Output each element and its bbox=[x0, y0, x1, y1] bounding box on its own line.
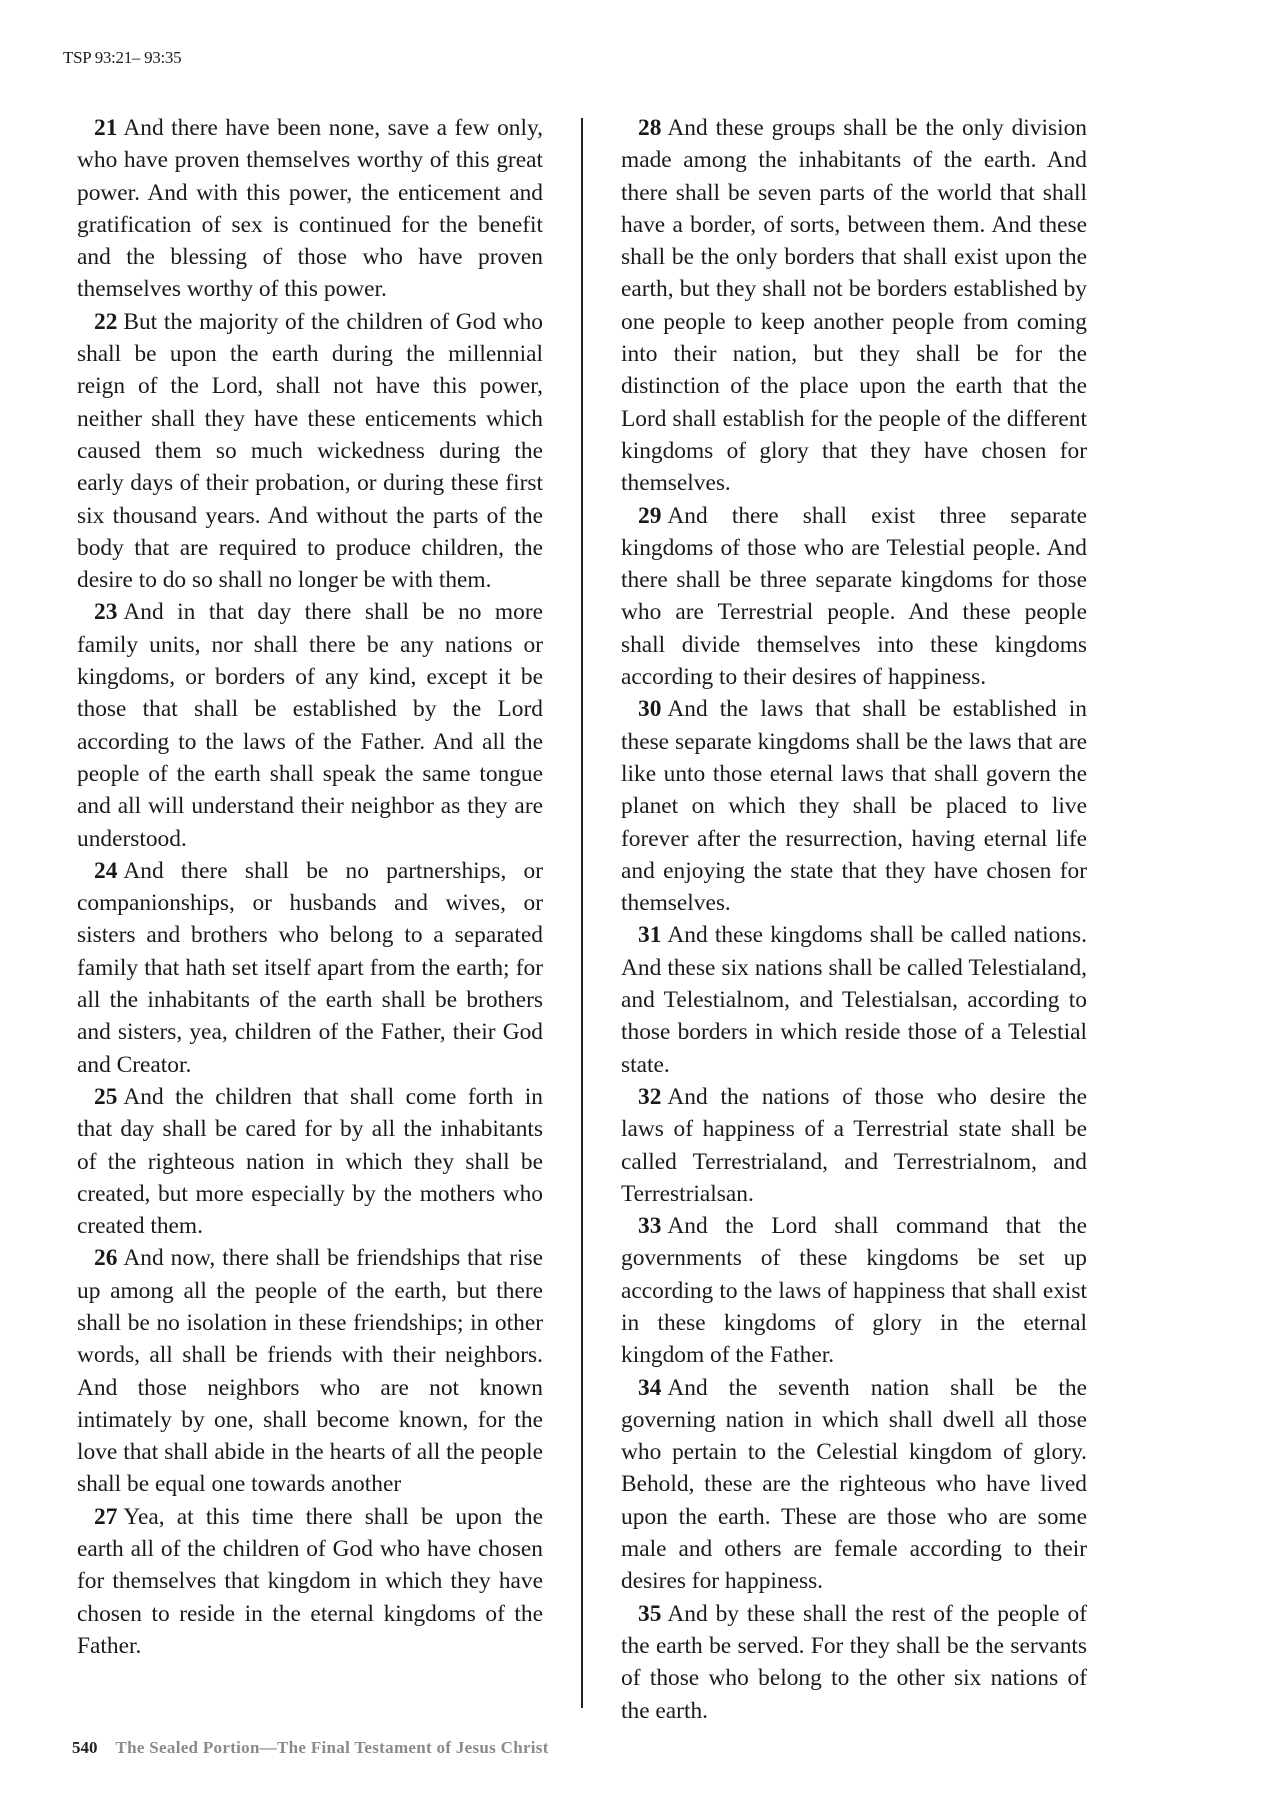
verse-number: 21 bbox=[94, 115, 118, 141]
verse-number: 30 bbox=[638, 696, 662, 723]
verse-number: 22 bbox=[94, 308, 118, 335]
verse-paragraph bbox=[621, 1210, 1087, 1371]
verse-text: And in that day there shall be no more family units, nor shall there be any nations or kingdoms, or borders of any kind, except it be those that shall be established by the Lord according to the laws of the Father. And all the people of the earth shall speak the same tongue and all will understand their neighbor as they are understood. bbox=[77, 599, 543, 852]
left-column bbox=[77, 112, 543, 1662]
verse-text: But the majority of the children of God who shall be upon the earth during the millennial reign of the Lord, shall not have this power, neither shall they have these enticements which caused them so much wickedness during the early days of their probation, or during these first six thousand years. And without the parts of the body that are required to produce children, the desire to do so shall no longer be with them. bbox=[77, 308, 543, 594]
verse-paragraph bbox=[77, 112, 543, 306]
verse-text: And the children that shall come forth in that day shall be cared for by all the inhabitants of the righteous nation in which they shall be created, but more especially by the mothers who created them. bbox=[77, 1083, 543, 1240]
page-footer bbox=[72, 1738, 549, 1758]
running-header: TSP 93:21– 93:35 bbox=[63, 48, 182, 67]
verse-paragraph bbox=[77, 596, 543, 854]
verse-text: And there have been none, save a few only, who have proven themselves worthy of this great power. And with this power, the enticement and gratification of sex is continued for the benefit and the blessing of those who have proven themselves worthy of this power. bbox=[77, 115, 543, 303]
right-column bbox=[621, 112, 1087, 1727]
verse-text: And the laws that shall be established in these separate kingdoms shall be the laws that are like unto those eternal laws that shall govern the planet on which they shall be placed to live forever after the resurrection, having eternal life and enjoying the state that they have chosen for themselves. bbox=[621, 696, 1087, 917]
verse-number: 33 bbox=[638, 1213, 662, 1240]
verse-paragraph bbox=[621, 112, 1087, 500]
verse-text: And the nations of those who desire the laws of happiness of a Terrestrial state shall be called Terrestrialand, and Terrestrialnom, and Terrestrialsan. bbox=[621, 1083, 1087, 1207]
verse-text: And there shall be no partnerships, or companionships, or husbands and wives, or sisters and brothers who belong to a separated family that hath set itself apart from the earth; for all the inhabitants of the earth shall be brothers and sisters, yea, children of the Father, their God and Creator. bbox=[77, 857, 543, 1078]
verse-paragraph bbox=[77, 1501, 543, 1662]
verse-number: 29 bbox=[638, 502, 662, 529]
verse-number: 27 bbox=[94, 1503, 118, 1530]
verse-number: 23 bbox=[94, 599, 118, 626]
verse-paragraph bbox=[621, 693, 1087, 919]
verse-number: 35 bbox=[638, 1600, 662, 1627]
verse-number: 31 bbox=[638, 922, 662, 949]
verse-number: 32 bbox=[638, 1083, 662, 1110]
verse-text: Yea, at this time there shall be upon the earth all of the children of God who have chosen for themselves that kingdom in which they have chosen to reside in the eternal kingdoms of the Father. bbox=[77, 1503, 543, 1659]
verse-paragraph bbox=[77, 855, 543, 1081]
verse-number: 24 bbox=[94, 857, 118, 884]
verse-paragraph bbox=[621, 1598, 1087, 1727]
verse-text: And these kingdoms shall be called nations. And these six nations shall be called Telestialand, and Telestialnom, and Telestialsan, according to those borders in which reside those of a Telestial state. bbox=[621, 922, 1087, 1078]
verse-paragraph bbox=[621, 1372, 1087, 1598]
page-number: 540 bbox=[72, 1738, 98, 1757]
verse-number: 26 bbox=[94, 1245, 118, 1272]
book-title: The Sealed Portion—The Final Testament of Jesus Christ bbox=[115, 1738, 549, 1757]
verse-paragraph bbox=[621, 919, 1087, 1080]
verse-paragraph bbox=[77, 1081, 543, 1242]
verse-paragraph bbox=[621, 1081, 1087, 1210]
verse-paragraph bbox=[621, 500, 1087, 694]
verse-number: 34 bbox=[638, 1374, 662, 1401]
verse-text: And the seventh nation shall be the governing nation in which shall dwell all those who pertain to the Celestial kingdom of glory. Behold, these are the righteous who have lived upon the earth. These are those who are some male and others are female according to their desires for happiness. bbox=[621, 1374, 1087, 1595]
verse-text: And by these shall the rest of the people of the earth be served. For they shall be the servants of those who belong to the other six nations of the earth. bbox=[621, 1600, 1087, 1724]
verse-text: And there shall exist three separate kingdoms of those who are Telestial people. And there shall be three separate kingdoms for those who are Terrestrial people. And these people shall divide themselves into these kingdoms according to their desires of happiness. bbox=[621, 502, 1087, 691]
verse-paragraph bbox=[77, 1242, 543, 1500]
verse-number: 25 bbox=[94, 1083, 118, 1110]
verse-text: And now, there shall be friendships that rise up among all the people of the earth, but there shall be no isolation in these friendships; in other words, all shall be friends with their neighbors. And those neighbors who are not known intimately by one, shall become known, for the love that shall abide in the hearts of all the people shall be equal one towards another bbox=[77, 1245, 543, 1498]
verse-number: 28 bbox=[638, 115, 662, 141]
verse-text: And these groups shall be the only division made among the inhabitants of the earth. And there shall be seven parts of the world that shall have a border, of sorts, between them. And these shall be the only borders that shall exist upon the earth, but they shall not be borders established by one people to keep another people from coming into their nation, but they shall be for the distinction of the place upon the earth that the Lord shall establish for the people of the different kingdoms of glory that they have chosen for themselves. bbox=[621, 115, 1087, 497]
verse-paragraph bbox=[77, 306, 543, 597]
column-divider bbox=[581, 118, 583, 1708]
verse-text: And the Lord shall command that the governments of these kingdoms be set up according to the laws of happiness that shall exist in these kingdoms of glory in the eternal kingdom of the Father. bbox=[621, 1213, 1087, 1369]
